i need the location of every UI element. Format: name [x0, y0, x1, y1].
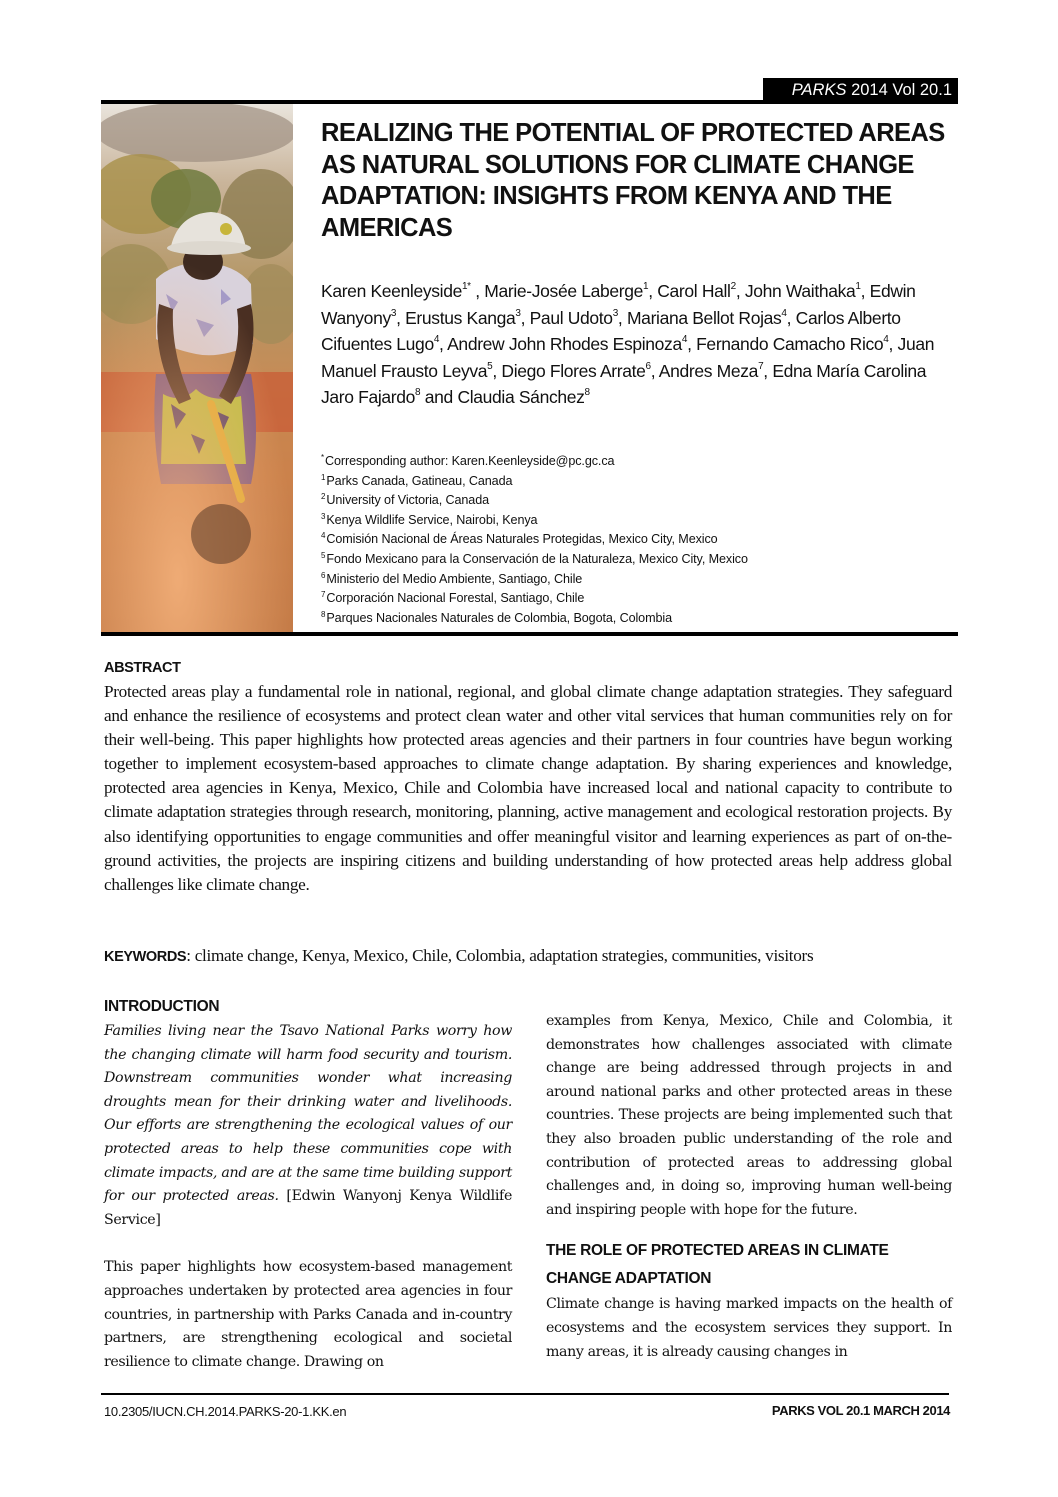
- author: Claudia Sánchez$^8$: [457, 387, 590, 407]
- affiliation: $^4$Comisión Nacional de Áreas Naturales Protegidas, Mexico City, Mexico: [321, 531, 718, 547]
- left-column: [104, 993, 512, 1374]
- author: Diego Flores Arrate$^6$: [501, 360, 651, 381]
- affiliation: $^6$Ministerio del Medio Ambiente, Santiago, Chile: [321, 570, 583, 586]
- affiliation: $^3$Kenya Wildlife Service, Nairobi, Kenya: [321, 511, 538, 527]
- author: Paul Udoto$^3$: [529, 307, 618, 328]
- author-list: Karen Keenleyside$^{1*}$ , Marie-Josée Laberge$^1$, Carol Hall$^2$, John Waithaka$^1$, Edwin Wanyony$^3$, Erustus Kanga$^3$, Paul Udoto$^3$, Mariana Bellot Rojas$^4$, Carlos Alberto Cifuentes Lugo$^4$, Andrew John Rhodes Espinoza$^4$, Fernando Camacho Rico$^4$, Juan Manuel Frausto Leyva$^5$, Diego Flores Arrate$^6$, Andres Meza$^7$, Edna María Carolina Jaro Fajardo$^8$ and Claudia Sánchez$^8$: [321, 281, 935, 407]
- author: Andrew John Rhodes Espinoza$^4$: [447, 334, 688, 354]
- affiliation: $^7$Corporación Nacional Forestal, Santiago, Chile: [321, 590, 585, 606]
- footer-rule: [101, 1393, 949, 1395]
- keywords: KEYWORDS: climate change, Kenya, Mexico, Chile, Colombia, adaptation strategies, communities, visitors: [104, 946, 814, 965]
- author: Andres Meza$^7$: [658, 360, 764, 381]
- journal-issue: 2014 Vol 20.1: [846, 81, 952, 99]
- cover-photo: [101, 104, 293, 632]
- keywords-values: climate change, Kenya, Mexico, Chile, Colombia, adaptation strategies, communities, visitors: [194, 946, 814, 965]
- introduction-paragraph: This paper highlights how ecosystem-based management approaches undertaken by protected area agencies in four countries, in partnership with Parks Canada and in-country partners, are strengthening ecological and societal resilience to climate change. Drawing on: [104, 1259, 512, 1370]
- author: Erustus Kanga$^3$: [405, 307, 521, 328]
- keywords-label: KEYWORDS: [104, 949, 187, 965]
- footer-doi: 10.2305/IUCN.CH.2014.PARKS-20-1.KK.en: [104, 1404, 347, 1419]
- introduction-quote: Families living near the Tsavo National Parks worry how the changing climate will harm food security and tourism. Downstream communities wonder what increasing droughts mean for their drinking water and livelihoods. Our efforts are strengthening the ecological values of our protected areas to help these communities cope with climate impacts, and are at the same time building support for our protected areas. [Edwin Wanyonj Kenya Wildlife Service]: [104, 1023, 512, 1228]
- affiliation: $^2$University of Victoria, Canada: [321, 492, 490, 508]
- author: Edna María Carolina Jaro Fajardo$^8$: [321, 360, 927, 407]
- author: Mariana Bellot Rojas$^4$: [626, 307, 787, 328]
- author: Juan Manuel Frausto Leyva$^5$: [321, 334, 935, 381]
- author: Carlos Alberto Cifuentes Lugo$^4$: [321, 307, 901, 354]
- affiliation: $^1$Parks Canada, Gatineau, Canada: [321, 472, 513, 488]
- quote-attribution: [Edwin Wanyonj Kenya Wildlife Service]: [104, 1188, 512, 1228]
- affiliation-corresponding: *Corresponding author: Karen.Keenleyside@pc.gc.ca: [321, 453, 615, 468]
- section-rule: [101, 632, 958, 636]
- journal-name: PARKS: [791, 81, 847, 99]
- author: Fernando Camacho Rico$^4$: [696, 334, 889, 354]
- introduction-heading: INTRODUCTION: [104, 998, 220, 1015]
- author: Karen Keenleyside$^{1*}$: [321, 281, 471, 301]
- abstract-body: Protected areas play a fundamental role in national, regional, and global climate change adaptation strategies. They safeguard and enhance the resilience of ecosystems and protect clean water and other vital services that human communities rely on for their well-being. This paper highlights how protected areas agencies and their partners in four countries have begun working together to implement ecosystem-based approaches to climate change adaptation. By sharing experiences and knowledge, protected area agencies in Kenya, Mexico, Chile and Colombia have increased local and national capacity to contribute to climate adaptation strategies through research, monitoring, planning, active management and ecological restoration projects. By also identifying opportunities to engage communities and offer meaningful visitor and learning experiences as part of on-the-ground activities, the projects are inspiring citizens and building understanding of how protected areas help address global challenges like climate change.: [104, 682, 952, 894]
- affiliation: $^8$Parques Nacionales Naturales de Colombia, Bogota, Colombia: [321, 609, 672, 625]
- right-column: [546, 1010, 952, 1364]
- footer-issue: PARKS VOL 20.1 MARCH 2014: [771, 1403, 950, 1418]
- role-section-heading: THE ROLE OF PROTECTED AREAS IN CLIMATE CHANGE ADAPTATION: [546, 1242, 889, 1288]
- author: John Waithaka$^1$: [744, 281, 861, 301]
- article-title: REALIZING THE POTENTIAL OF PROTECTED AREAS AS NATURAL SOLUTIONS FOR CLIMATE CHANGE ADAPTATION: INSIGHTS FROM KENYA AND THE AMERICAS: [321, 119, 945, 242]
- author: Carol Hall$^2$: [657, 281, 736, 301]
- photo-illustration: [101, 104, 293, 632]
- affiliation: $^5$Fondo Mexicano para la Conservación de la Naturaleza, Mexico City, Mexico: [321, 550, 748, 566]
- author: Marie-Josée Laberge$^1$: [484, 281, 649, 301]
- abstract-heading: ABSTRACT: [104, 660, 181, 676]
- author: Edwin Wanyony$^3$: [321, 281, 916, 328]
- affiliation-list: [321, 452, 941, 628]
- role-section-body: Climate change is having marked impacts on the health of ecosystems and the ecosystem services they support. In many areas, it is already causing changes in: [546, 1296, 952, 1360]
- corresponding-email: Corresponding author: Karen.Keenleyside@pc.gc.ca: [325, 454, 615, 468]
- introduction-paragraph-continued: examples from Kenya, Mexico, Chile and Colombia, it demonstrates how challenges associated with climate change are being addressed through projects in and around national parks and other protected areas in these countries. These projects are being implemented such that they also broaden public understanding of the role and contribution of protected areas to addressing global challenges and, in doing so, improving human well-being and inspiring people with hope for the future.: [546, 1013, 952, 1218]
- author-connector: and: [424, 387, 453, 407]
